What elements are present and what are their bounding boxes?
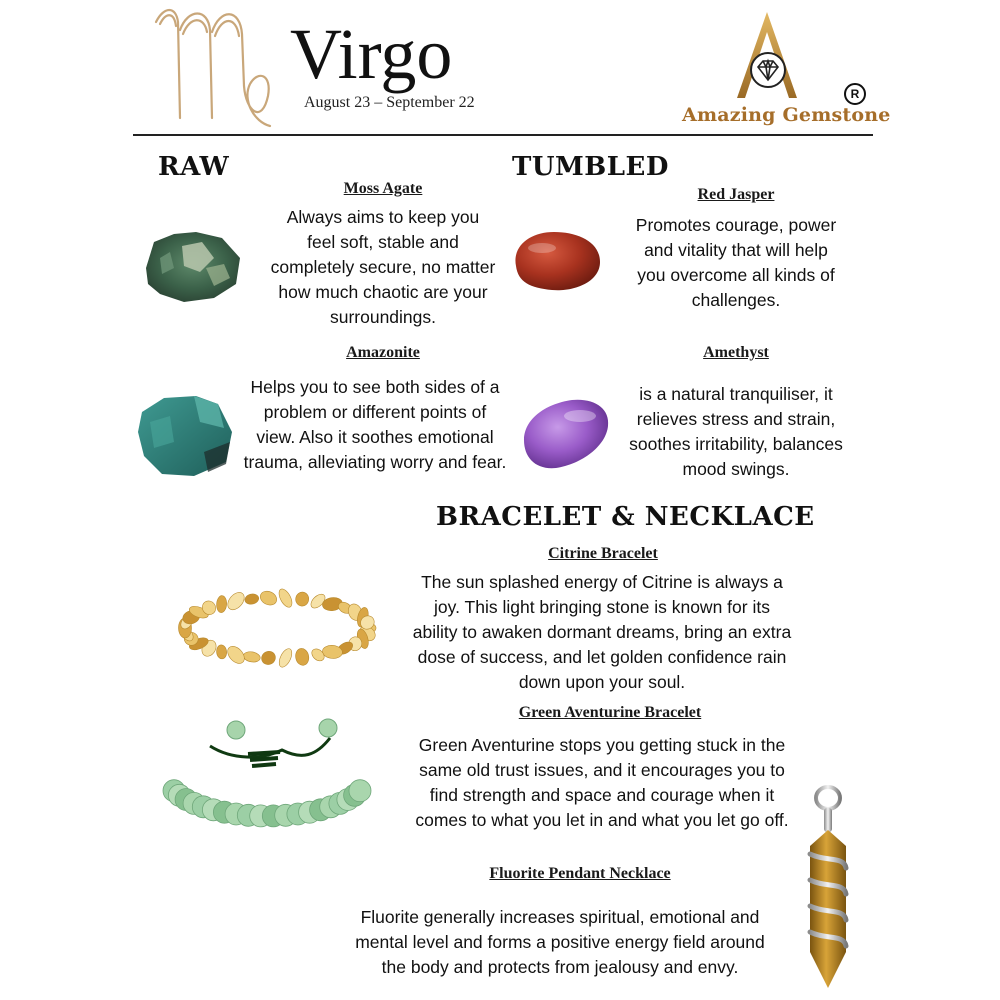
fluorite-pendant-description: Fluorite generally increases spiritual, emotional and mental level and forms a positive energy field around the body and protects from jealousy and envy. xyxy=(355,907,765,977)
citrine-chip xyxy=(244,593,260,606)
citrine-bracelet-image xyxy=(172,580,382,676)
amethyst-image xyxy=(518,394,614,472)
amazonite-title: Amazonite xyxy=(346,344,420,361)
section-heading-bracelet-necklace: BRACELET & NECKLACE xyxy=(436,502,815,532)
page-title: Virgo xyxy=(290,14,453,94)
red-jasper-title: Red Jasper xyxy=(697,186,775,203)
red-jasper-image xyxy=(508,226,604,294)
section-heading-raw: RAW xyxy=(158,152,230,182)
citrine-chip xyxy=(216,595,227,613)
citrine-chip xyxy=(295,591,310,607)
citrine-bracelet-title: Citrine Bracelet xyxy=(548,545,658,562)
amazonite-description: Helps you to see both sides of a problem or different points of view. Also it soothes emotional trauma, alleviating worry and fear. xyxy=(243,377,507,472)
moss-agate-description: Always aims to keep you feel soft, stable and completely secure, no matter how much chaotic are your surroundings. xyxy=(270,207,496,327)
citrine-chip xyxy=(276,587,294,609)
fluorite-pendant-image xyxy=(796,784,860,992)
citrine-chip xyxy=(225,589,248,613)
amazonite-image xyxy=(134,392,236,480)
citrine-chip xyxy=(216,644,227,659)
citrine-chip xyxy=(277,647,295,669)
aventurine-end-bead xyxy=(319,719,337,737)
brand-logo-icon xyxy=(734,10,800,102)
amethyst-title: Amethyst xyxy=(703,344,769,361)
red-jasper-description: Promotes courage, power and vitality that will help you overcome all kinds of challenges. xyxy=(635,215,837,310)
citrine-chip xyxy=(243,650,261,663)
aventurine-end-bead xyxy=(227,721,245,739)
green-aventurine-bracelet-image xyxy=(152,716,382,836)
green-aventurine-bracelet-description: Green Aventurine stops you getting stuck in the same old trust issues, and it encourages you to find strength and space and courage when it comes to what you let in and what you let go off. xyxy=(415,735,789,830)
section-heading-tumbled: TUMBLED xyxy=(512,152,669,182)
date-range: August 23 – September 22 xyxy=(304,94,475,111)
green-aventurine-bracelet-title: Green Aventurine Bracelet xyxy=(518,704,702,721)
aventurine-bead xyxy=(349,780,371,802)
citrine-bracelet-description: The sun splashed energy of Citrine is always a joy. This light bringing stone is known for its ability to awaken dormant dreams, bring an extra dose of success, and let golden confidence rain down upon your soul. xyxy=(412,572,792,692)
citrine-chip xyxy=(259,649,277,667)
registered-trademark-icon: R xyxy=(844,83,866,105)
fluorite-pendant-title: Fluorite Pendant Necklace xyxy=(489,865,671,882)
amethyst-description: is a natural tranquiliser, it relieves stress and strain, soothes irritability, balances mood swings. xyxy=(629,384,843,479)
virgo-symbol-icon xyxy=(150,0,280,132)
citrine-chip xyxy=(258,589,279,608)
header-divider xyxy=(133,134,873,136)
moss-agate-image xyxy=(140,228,244,304)
moss-agate-title: Moss Agate xyxy=(343,180,423,197)
brand-name: Amazing Gemstone xyxy=(682,104,891,126)
citrine-chip xyxy=(294,647,310,666)
